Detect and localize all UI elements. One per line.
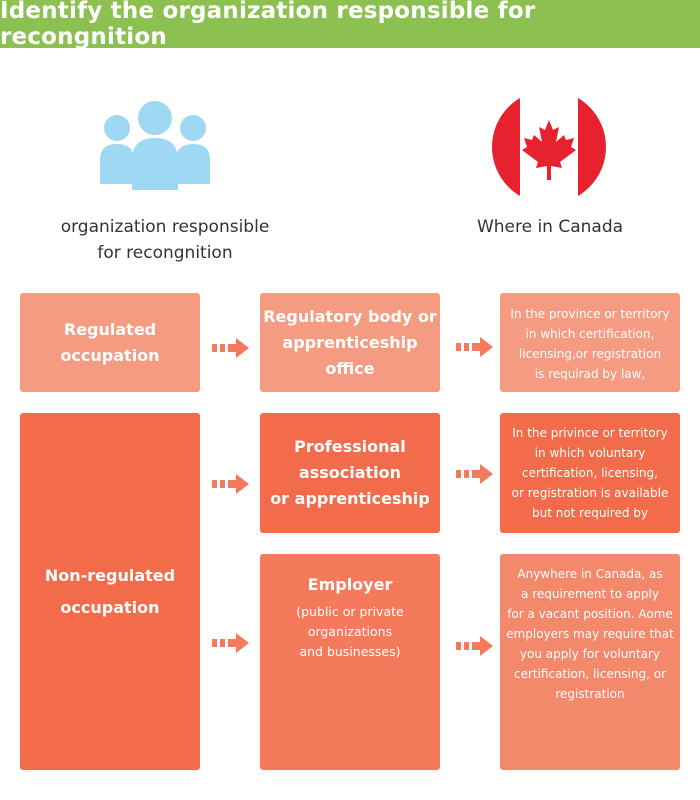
non-regulated-occupation-label: Non-regulated occupation [44,565,176,617]
page-title: Identify the organization responsible for recongnition [0,0,700,48]
people-icon [100,100,212,192]
regulated-where-box: In the province or territory in which certification, licensing,or registration is requirad by law, [500,293,680,392]
arrow-icon [456,636,494,656]
arrow-icon [456,464,494,484]
employer-where-box: Anywhere in Canada, as a requirement to apply for a vacant position. Aome employers may require that you apply for voluntary certification, licensing, or registration [500,554,680,770]
employer-box [260,554,440,770]
regulatory-body-label: Regulatory body or apprenticeship office [263,306,437,378]
non-regulated-occupation-box [20,413,200,770]
left-column-heading: organization responsible for recongnition [60,217,270,263]
professional-where-box: In the privince or territory in which voluntary certification, licensing, or registration is available but not required by [500,413,680,533]
arrow-icon [456,337,494,357]
employer-label: Employer [307,575,393,594]
arrow-icon [212,338,250,358]
arrow-icon [212,633,250,653]
regulatory-body-box [260,293,440,392]
employer-sublabel: (public or private organizations and businesses) [296,604,404,659]
regulated-occupation-label: Regulated occupation [60,319,160,365]
arrow-icon [212,474,250,494]
regulated-occupation-box [20,293,200,392]
professional-association-label: Professional association or apprenticeship [270,437,430,508]
professional-association-box [260,413,440,533]
right-column-heading: Where in Canada [476,217,624,237]
canada-flag-icon [492,90,606,204]
